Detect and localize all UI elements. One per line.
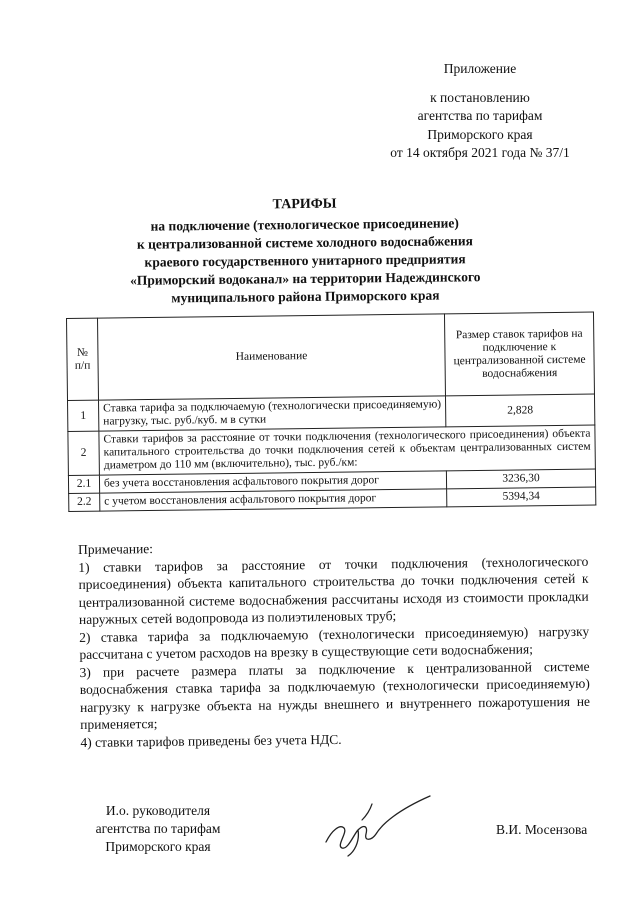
handwritten-signature <box>318 790 438 860</box>
appendix-line-agency: агентства по тарифам <box>417 108 543 123</box>
note-item: 1) ставки тарифов за расстояние от точки подключения (технологического присоединения) объекта капитального строительства до точки подключения сетей к централизованной системе водоснабжения рассчитаны исходя из стоимости прокладки наружных сетей водопровода из полиэтиленовых труб; <box>78 553 589 627</box>
row-name: с учетом восстановления асфальтового покрытия дорог <box>100 489 447 511</box>
note-item: 2) ставка тарифа за подключаемую (технологически присоединяемую) нагрузку рассчитана с учетом расходов на врезку в существующие сети водоснабжения; <box>79 623 590 662</box>
row-num: 2.2 <box>69 493 100 511</box>
note-item: 3) при расчете размера платы за подключение к централизованной системе водоснабжения ставка тарифа за подключаемую (технологически присоединяемую) нагрузку к нагрузке объекта на нужды внешнего и внутреннего пожаротушения не применяется; <box>79 658 591 732</box>
row-value: 2,828 <box>445 394 594 427</box>
signatory-position-line: И.о. руководителя <box>105 803 211 818</box>
title-line: муниципального района Приморского края <box>171 287 440 306</box>
tariff-table <box>66 312 596 512</box>
title-line: к централизованной системе холодного водоснабжения <box>136 233 473 252</box>
title-line: на подключение (технологическое присоединение) <box>150 215 459 234</box>
title-line: «Приморский водоканал» на территории Надеждинского <box>130 269 481 288</box>
appendix-line-resolution: к постановлению <box>430 89 530 105</box>
row-name: Ставки тарифов за расстояние от точки подключения (технологического присоединения) объекта капитального строительства до точки подключения сетей к объектам централизованных систем диаметром до 110 мм (включительно), тыс. руб./км: <box>99 425 596 475</box>
row-num: 2 <box>68 431 100 475</box>
row-value: 3236,30 <box>446 469 595 489</box>
table-row <box>68 425 595 475</box>
signatory-position <box>72 802 244 856</box>
signatory-position-line: агентства по тарифам <box>95 821 221 836</box>
row-num: 2.1 <box>68 475 99 493</box>
notes-heading: Примечание: <box>78 541 154 557</box>
row-num: 1 <box>68 400 99 431</box>
row-name: без учета восстановления асфальтового покрытия дорог <box>99 471 446 493</box>
title-main: ТАРИФЫ <box>272 196 337 213</box>
appendix-header <box>360 60 600 163</box>
signatory-name: В.И. Мосензова <box>496 822 588 837</box>
header-name: Наименование <box>98 314 446 400</box>
title-line: краевого государственного унитарного предприятия <box>144 251 466 270</box>
row-name: Ставка тарифа за подключаемую (технологически присоединяемую) нагрузку, тыс. руб./куб. м в сутки <box>99 396 446 431</box>
notes-section <box>78 535 591 751</box>
appendix-line-date: от 14 октября 2021 года № 37/1 <box>390 145 570 160</box>
row-value: 5394,34 <box>447 487 596 507</box>
header-value: Размер ставок тарифов на подключение к централизованной системе водоснабжения <box>444 312 594 396</box>
signatory-position-line: Приморского края <box>105 839 211 854</box>
document-title <box>89 194 520 308</box>
header-num: № п/п <box>67 318 99 400</box>
appendix-label: Приложение <box>443 61 517 76</box>
appendix-line-region: Приморского края <box>427 126 533 142</box>
table-header-row <box>67 312 595 400</box>
note-item: 4) ставки тарифов приведены без учета НДС. <box>80 731 342 750</box>
